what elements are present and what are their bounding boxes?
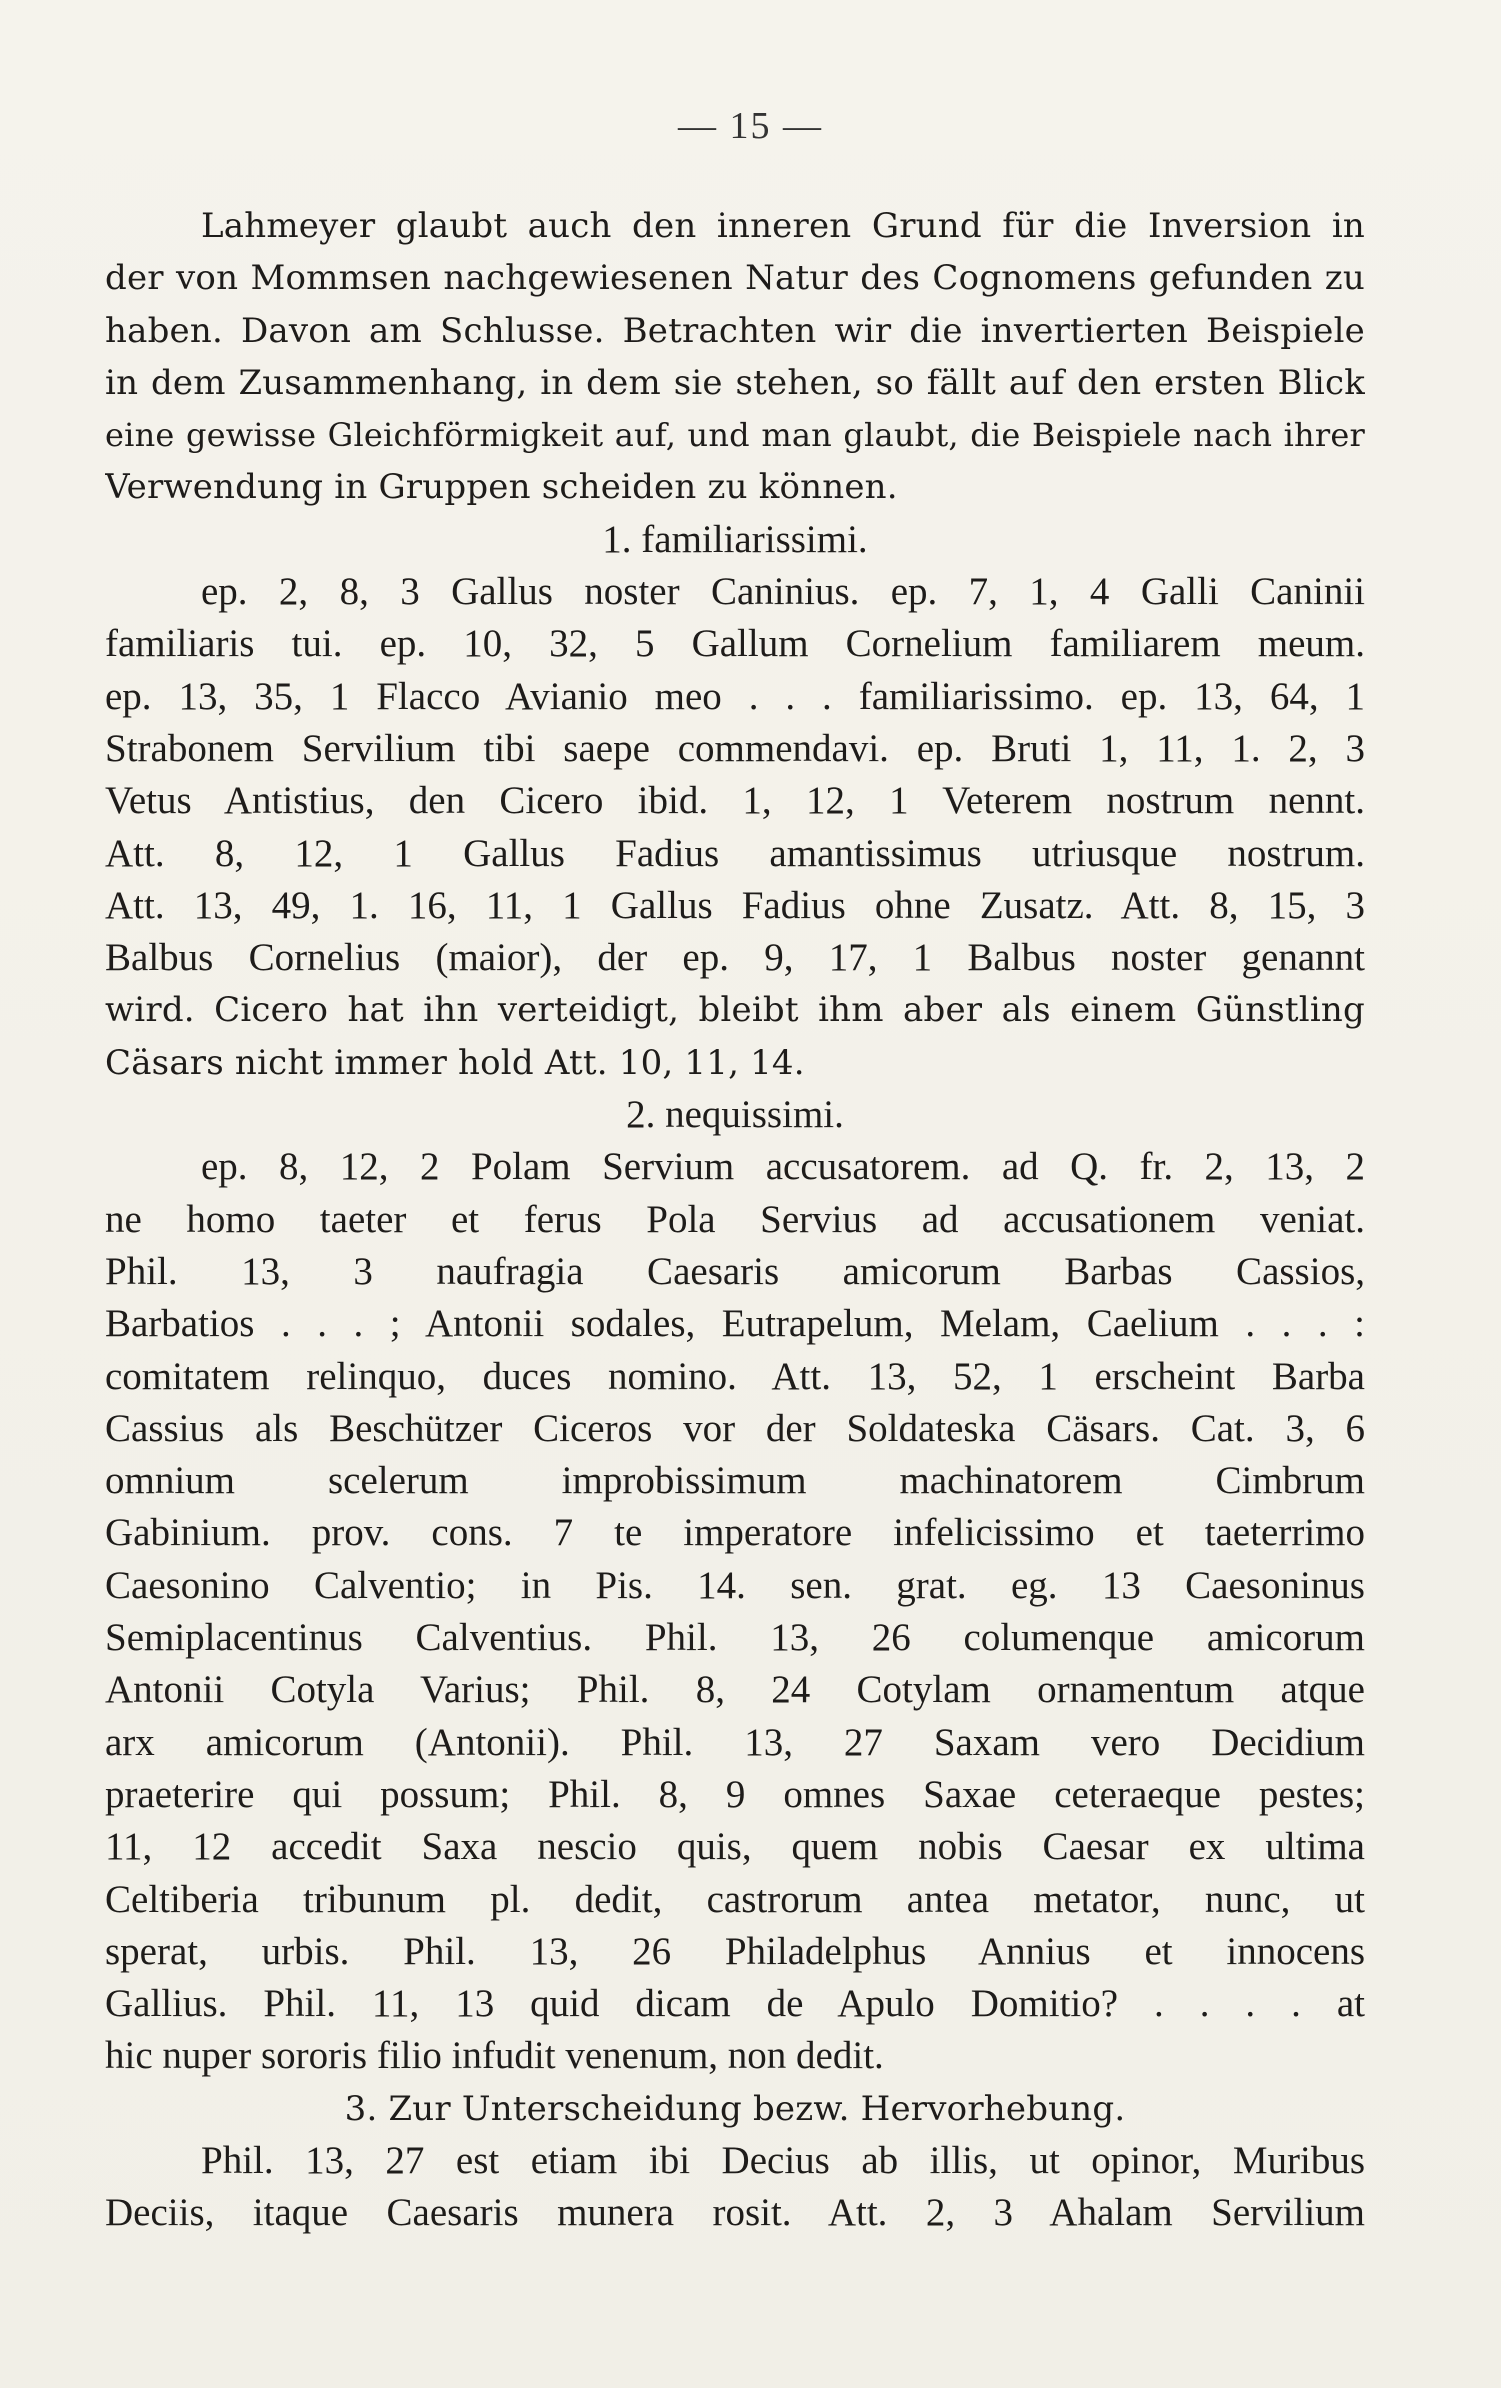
text-line: der von Mommsen nachgewiesenen Natur des Cognomens gefunden zu — [105, 258, 1365, 299]
text-line: Att. 13, 49, 1. 16, 11, 1 Gallus Fadius ohne Zusatz. Att. 8, 15, 3 — [105, 883, 1365, 927]
text-line: Balbus Cornelius (maior), der ep. 9, 17, 1 Balbus noster genannt — [105, 936, 1365, 980]
body-text — [105, 200, 1365, 2240]
text-line: Lahmeyer glaubt auch den inneren Grund für die Inversion in — [201, 206, 1365, 246]
text-line: eine gewisse Gleichförmigkeit auf, und man glaubt, die Beispiele nach ihrer — [105, 416, 1365, 455]
text-line: Att. 8, 12, 1 Gallus Fadius amantissimus utriusque nostrum. — [105, 831, 1365, 875]
text-line: Caesonino Calventio; in Pis. 14. sen. grat. eg. 13 Caesoninus — [105, 1563, 1365, 1607]
text-line: Verwendung in Gruppen scheiden zu können. — [105, 467, 898, 508]
text-line: Cäsars nicht immer hold Att. 10, 11, 14. — [105, 1042, 805, 1083]
text-line: haben. Davon am Schlusse. Betrachten wir die invertierten Beispiele — [105, 310, 1365, 351]
text-line: Phil. 13, 3 naufragia Caesaris amicorum Barbas Cassios, — [105, 1249, 1365, 1293]
text-line: Antonii Cotyla Varius; Phil. 8, 24 Cotylam ornamentum atque — [105, 1668, 1365, 1712]
text-line: 2. nequissimi. — [626, 1093, 844, 1137]
text-line: Semiplacentinus Calventius. Phil. 13, 26 columenque amicorum — [105, 1616, 1365, 1660]
text-line: Barbatios . . . ; Antonii sodales, Eutrapelum, Melam, Caelium . . . : — [105, 1302, 1365, 1346]
text-line: Gabinium. prov. cons. 7 te imperatore infelicissimo et taeterrimo — [105, 1511, 1365, 1555]
text-line: praeterire qui possum; Phil. 8, 9 omnes Saxae ceteraeque pestes; — [105, 1772, 1365, 1816]
text-line: 3. Zur Unterscheidung bezw. Hervorhebung. — [344, 2088, 1126, 2129]
text-line: Phil. 13, 27 est etiam ibi Decius ab illis, ut opinor, Muribus — [201, 2138, 1365, 2182]
text-line: 11, 12 accedit Saxa nescio quis, quem nobis Caesar ex ultima — [105, 1825, 1365, 1869]
text-line: ep. 2, 8, 3 Gallus noster Caninius. ep. 7, 1, 4 Galli Caninii — [201, 570, 1365, 614]
page-number: — 15 — — [678, 105, 823, 147]
text-line: ep. 13, 35, 1 Flacco Avianio meo . . . familiarissimo. ep. 13, 64, 1 — [105, 674, 1365, 718]
text-line: familiaris tui. ep. 10, 32, 5 Gallum Cornelium familiarem meum. — [105, 622, 1365, 666]
text-line: Celtiberia tribunum pl. dedit, castrorum antea metator, nunc, ut — [105, 1877, 1365, 1921]
text-line: in dem Zusammenhang, in dem sie stehen, so fällt auf den ersten Blick — [105, 362, 1365, 403]
text-line: Vetus Antistius, den Cicero ibid. 1, 12, 1 Veterem nostrum nennt. — [105, 779, 1365, 823]
text-line: ep. 8, 12, 2 Polam Servium accusatorem. ad Q. fr. 2, 13, 2 — [201, 1145, 1365, 1189]
text-line: ne homo taeter et ferus Pola Servius ad accusationem veniat. — [105, 1197, 1365, 1241]
text-line: wird. Cicero hat ihn verteidigt, bleibt ihm aber als einem Günstling — [105, 990, 1365, 1031]
text-line: arx amicorum (Antonii). Phil. 13, 27 Saxam vero Decidium — [105, 1720, 1365, 1764]
text-line: Strabonem Servilium tibi saepe commendavi. ep. Bruti 1, 11, 1. 2, 3 — [105, 726, 1365, 770]
text-line: omnium scelerum improbissimum machinatorem Cimbrum — [105, 1459, 1365, 1503]
text-line: Cassius als Beschützer Ciceros vor der Soldateska Cäsars. Cat. 3, 6 — [105, 1406, 1365, 1450]
text-line: hic nuper sororis filio infudit venenum, non dedit. — [105, 2034, 884, 2078]
text-line: Gallius. Phil. 11, 13 quid dicam de Apulo Domitio? . . . . at — [105, 1982, 1365, 2026]
text-line: 1. familiarissimi. — [602, 517, 868, 561]
text-line: sperat, urbis. Phil. 13, 26 Philadelphus Annius et innocens — [105, 1929, 1365, 1973]
text-line: Deciis, itaque Caesaris munera rosit. Att. 2, 3 Ahalam Servilium — [105, 2191, 1365, 2235]
text-line: comitatem relinquo, duces nomino. Att. 13, 52, 1 erscheint Barba — [105, 1354, 1365, 1398]
